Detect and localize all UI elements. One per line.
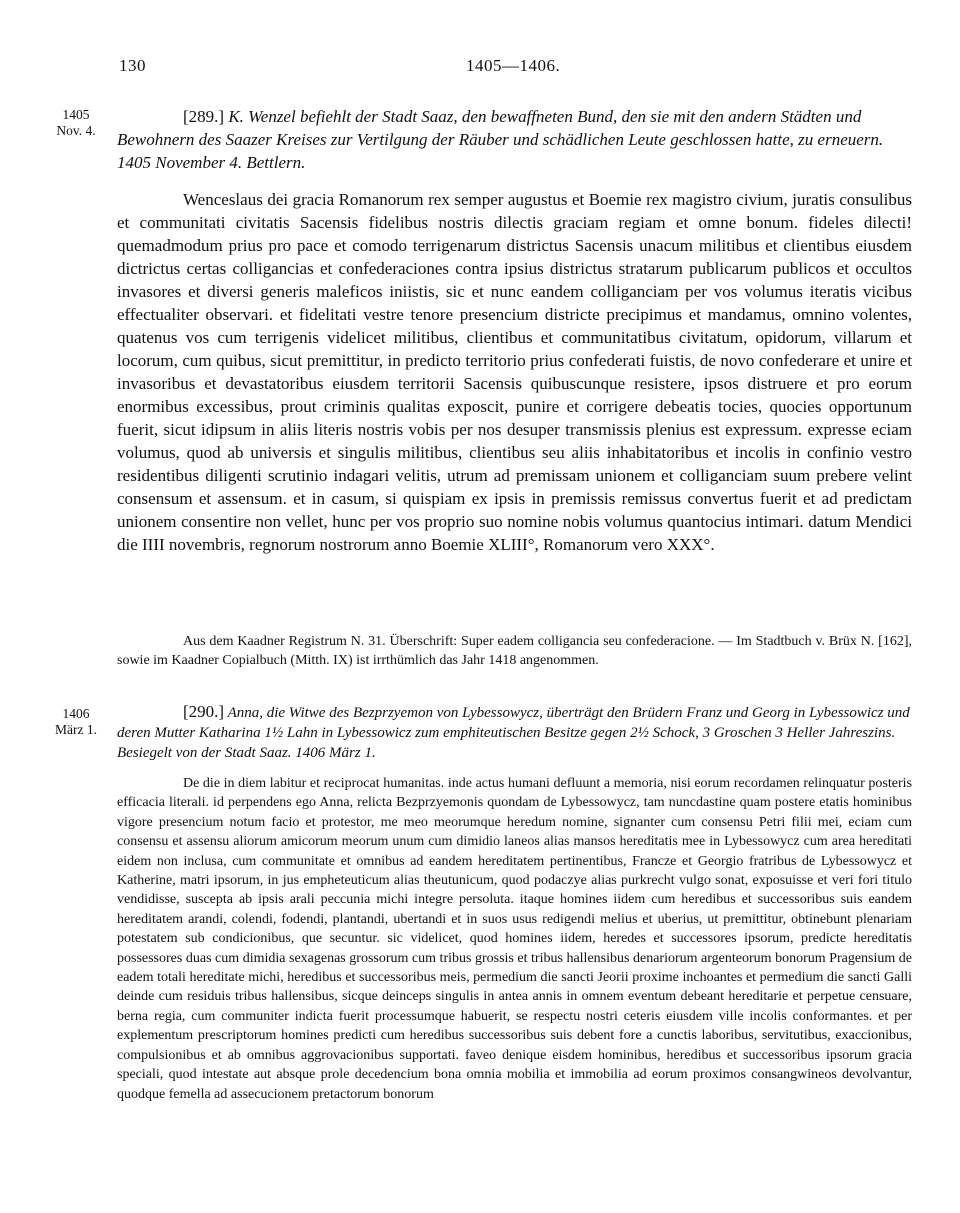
regest-text: K. Wenzel befiehlt der Stadt Saaz, den bewaffneten Bund, den sie mit den andern Städten und Bewohnern des Saazer Kreises zur Vertilgung der Räuber und schädlichen Leute geschlossen hatte, zu erneuern. 1405 November 4. Bettlern.	[117, 107, 884, 172]
document-text-290	[117, 774, 912, 1104]
margin-day: Nov. 4.	[56, 123, 96, 138]
regest-289	[117, 105, 912, 174]
document-number: [289.]	[183, 107, 225, 126]
margin-date-289	[44, 107, 108, 139]
document-body: De die in diem labitur et reciprocat humanitas. inde actus humani defluunt a memoria, nisi eorum recordamen relinquatur posteris efficacia literali. id perpendens ego Anna, relicta Bezprzyemonis quondam de Lybessowycz, tam nuncdastine quam postere etatis hominibus vigore presencium notum facio et protestor, me meo meorumque heredum nomine, signanter cum consensu Petri filii mei, eciam cum consensu et assensu aliorum amicorum meorum unum cum dimidio laneos alias mansos hereditatis mee in Lybessowycz cum area hereditati eidem non inclusa, cum communitate et omnibus ad eandem hereditatem pertinentibus, Francze et Georgio fratribus de Lybessowycz et Katherine, matri ipsorum, in jus empheteuticum alias theutunicum, quod podaczye alias purkrecht vulgo sonat, exposuisse et veri fori titulo vendidisse, suscepta ab ipsis arali peccunia michi integre persoluta. itaque homines iidem cum heredibus et successoribus suis eandem hereditatem arandi, colendi, fodendi, plantandi, ubertandi et in suos usus redigendi melius et uberius, ut premittitur, obtinebunt plenariam potestatem sub condicionibus, que secuntur. sic videlicet, quod homines iidem, heredes et successores ipsorum, predicte hereditatis possessores duas cum dimidia sexagenas grossorum cum tribus grossis et tribus hallensibus denariorum argenteorum bonorum Pragensium de eadem totali hereditate michi, heredibus et successoribus meis, permedium die sancti Jeorii proxime inchoantes et permedium die sancti Galli deinde cum residuis tribus hallensibus, sicque deinceps singulis in antea annis in omnem eventum debeant hereditarie et perpetue censuare, berna regia, cum communiter indicta fuerit processumque habuerit, se respectu nostri ceteris eiusdem ville incolis conformantes. et per explementum prescriptorum homines predicti cum heredibus successoribus suis debent fore a cunctis laboribus, servitutibus, exaccionibus, compulsionibus et ab omnibus aggrovacionibus supportati. faveo denique eisdem hominibus, heredibus et successoribus ipsorum gracia speciali, quod intestate aut absque prole decedencium bona omnia mobilia et immobilia ad eorum proximos consangwineos devolvantur, quodque femella ad assecucionem pretactorum bonorum	[117, 776, 912, 1102]
margin-day: März 1.	[55, 722, 97, 737]
page-number: 130	[119, 56, 146, 75]
margin-year: 1405	[62, 107, 90, 122]
regest-290	[117, 702, 912, 763]
margin-date-290	[44, 706, 108, 738]
regest-text: Anna, die Witwe des Bezprzyemon von Lybessowycz, überträgt den Brüdern Franz und Georg in Lybessowicz und deren Mutter Katharina 1½ Lahn in Lybessowicz zum emphiteutischen Besitze gegen 2½ Schock, 3 Groschen 3 Heller Jahreszins. Besiegelt von der Stadt Saaz. 1406 März 1.	[117, 705, 910, 761]
running-title: 1405—1406.	[466, 56, 561, 75]
margin-year: 1406	[62, 706, 90, 721]
document-text-289	[117, 188, 912, 556]
document-number: [290.]	[183, 702, 225, 721]
running-head	[0, 56, 960, 82]
source-note-289	[117, 632, 912, 670]
source-note-text: Aus dem Kaadner Registrum N. 31. Überschrift: Super eadem colligancia seu confederacione. — Im Stadtbuch v. Brüx N. [162], sowie im Kaadner Copialbuch (Mitth. IX) ist irrthümlich das Jahr 1418 angenommen.	[117, 634, 912, 668]
document-body: Wenceslaus dei gracia Romanorum rex semper augustus et Boemie rex magistro civium, juratis consulibus et communitati civitatis Sacensis fidelibus nostris dilectis graciam regiam et omne bonum. fideles dilecti! quemadmodum prius pro pace et comodo terrigenarum districtus Sacensis unacum militibus et clientibus eiusdem dictrictus certas colligancias et confederaciones contra ipsius districtus stratarum publicarum publicos et occultos invasores et diversi generis maleficos iniistis, sic et nunc eandem colliganciam per vos volumus iteratis vicibus effectualiter observari. et fidelitati vestre tenore presencium districte precipimus et mandamus, omnino volentes, quatenus vos cum terrigenis videlicet militibus, clientibus et communitatibus civitatum, opidorum, villarum et locorum, cum quibus, sicut premittitur, in predicto territorio prius confederati fuistis, de novo confederare et unire et invasoribus et devastatoribus eiusdem territorii Sacensis quibuscunque resistere, ipsos distruere et pro eorum enormibus excessibus, prout criminis qualitas exposcit, punire et corrigere debeatis tocies, quocies opportunum fuerit, sicut idipsum in aliis literis nostris vobis per nos desuper transmissis plenius est expressum. expresse eciam volumus, quod ab universis et singulis militibus, clientibus seu aliis inhabitatoribus et incolis in confinio vestro residentibus diligenti scrutinio indagari velitis, utrum ad premissam unionem et colliganciam suum prebere velint consensum et assensum. et in casum, si quispiam ex ipsis in premissis remissus convertus fuerit et ad predictam unionem consentire non vellet, hunc per vos proprio suo nomine nobis volumus quantocius intimari. datum Mendici die IIII novembris, regnorum nostrorum anno Boemie XLIII°, Romanorum vero XXX°.	[117, 190, 912, 554]
